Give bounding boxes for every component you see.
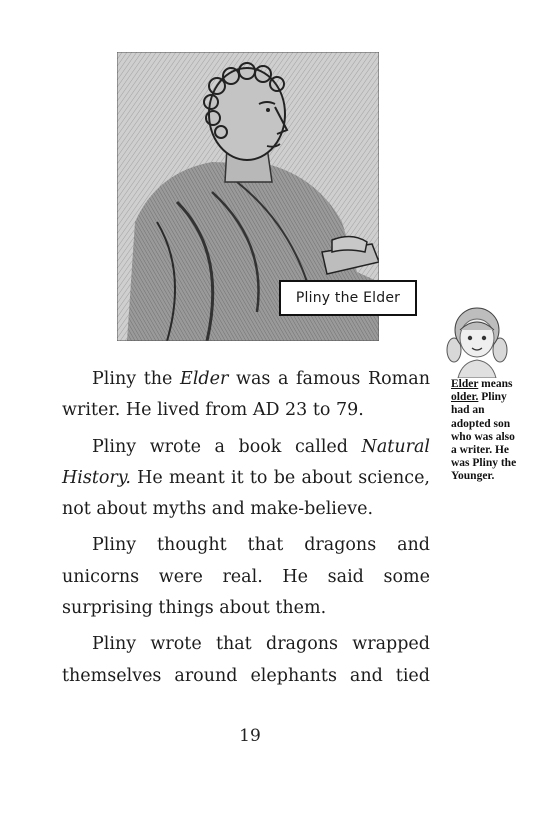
p1-text-b: was a famous Roman writer. He lived from AD 23 to 79.	[62, 369, 430, 421]
girl-character-icon	[444, 300, 510, 378]
page-number: 19	[239, 726, 261, 746]
p1-emphasis: Elder	[180, 369, 229, 389]
helper-character-image	[444, 300, 510, 378]
sidenote-means: means	[481, 378, 513, 390]
p1-text-a: Pliny the	[92, 369, 181, 389]
p2-text-a: Pliny wrote a book called	[92, 436, 362, 457]
p2-text-b: He meant it to be about science, not about myths and make-believe.	[62, 467, 430, 520]
sidenote-text: Pliny had an adopted son who was also a writer. He was Pliny the Younger.	[451, 391, 517, 483]
paragraph-4: Pliny wrote that dragons wrapped themselves around elephants and tied	[62, 634, 430, 686]
side-note	[451, 378, 523, 484]
body-text	[62, 364, 430, 697]
paragraph-1	[62, 364, 430, 427]
paragraph-2	[62, 432, 430, 526]
paragraph-3: Pliny thought that dragons and unicorns were real. He said some surprising things about them.	[62, 535, 430, 619]
image-caption	[279, 280, 417, 316]
caption-text: Pliny the Elder	[295, 290, 401, 306]
sidenote-term: Elder	[451, 378, 479, 390]
p2-emphasis: Natural History.	[62, 436, 430, 488]
sidenote-definition: older.	[451, 391, 479, 404]
